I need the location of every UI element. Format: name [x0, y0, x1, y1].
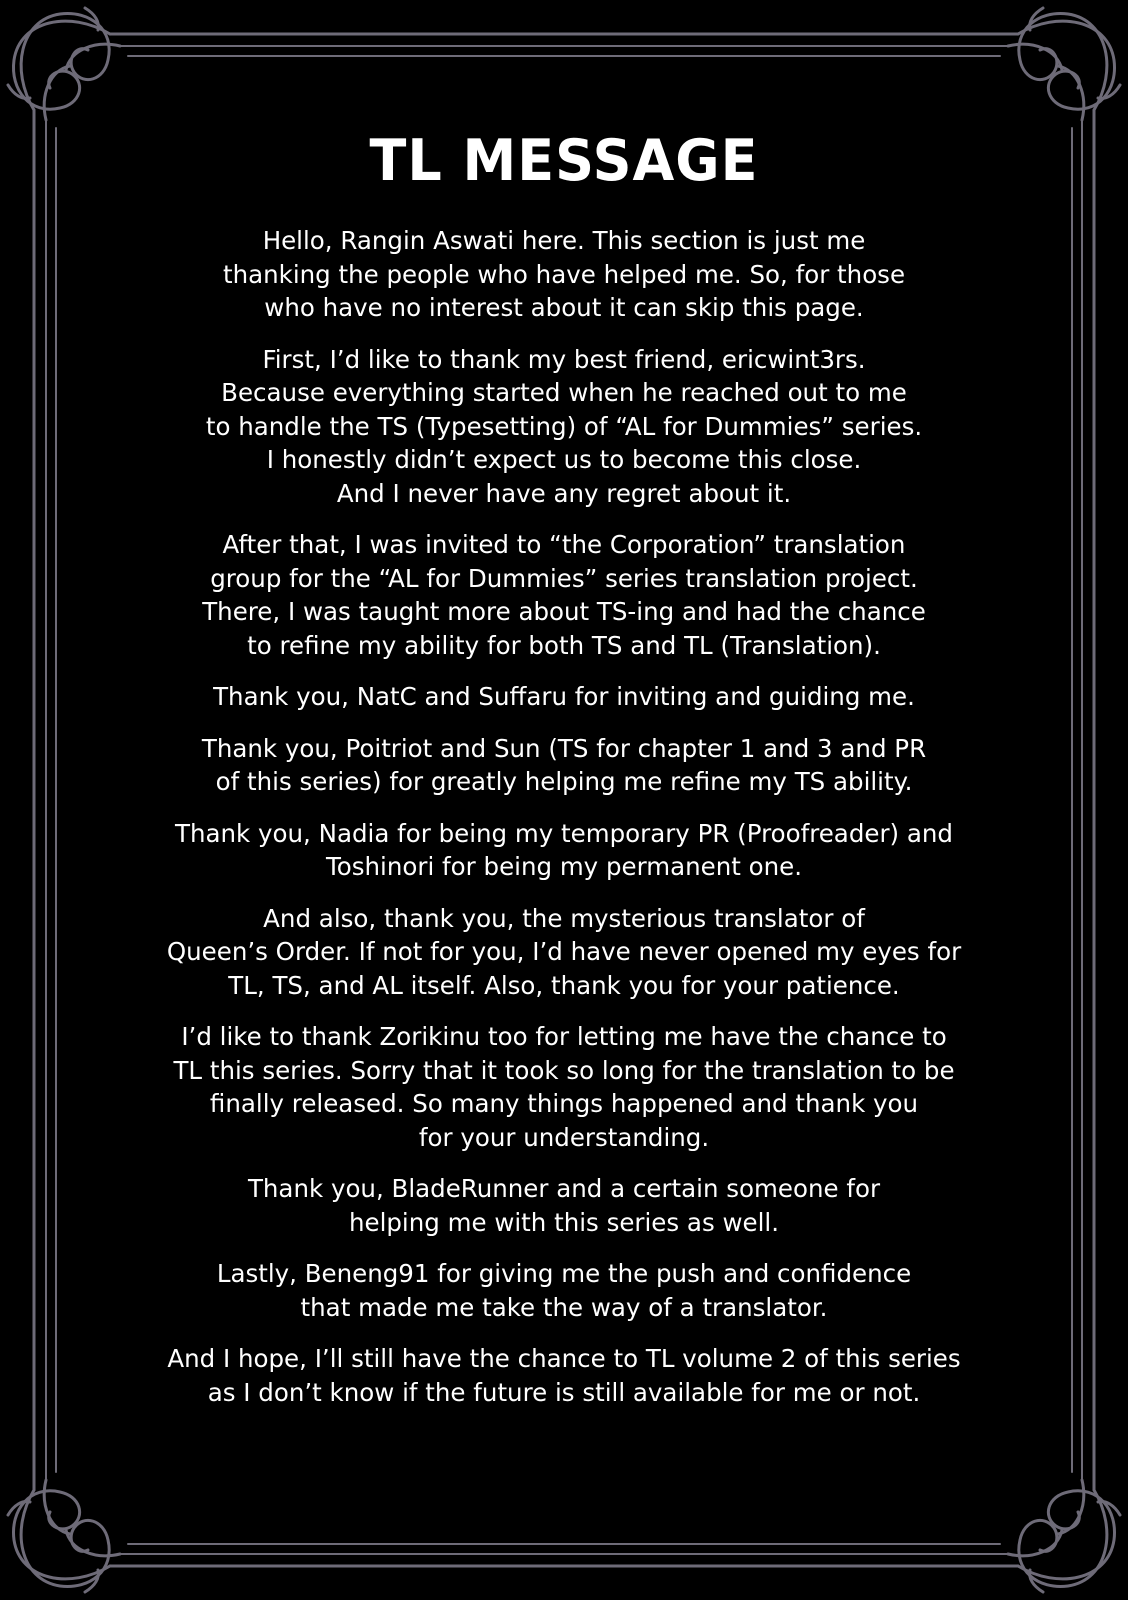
- message-paragraph: And I hope, I’ll still have the chance to TL volume 2 of this series as I don’t know if the future is still available for me or not.: [167, 1344, 961, 1407]
- message-paragraph: I’d like to thank Zorikinu too for letting me have the chance to TL this series. Sorry that it took so long for the translation to be finally released. So many things happened and thank you for your understanding.: [173, 1022, 955, 1152]
- corner-ornament-top-right: [1008, 8, 1120, 120]
- corner-ornament-bottom-right: [1008, 1480, 1120, 1592]
- message-body: [130, 224, 998, 1427]
- message-paragraph: Thank you, Nadia for being my temporary PR (Proofreader) and Toshinori for being my permanent one.: [175, 818, 953, 881]
- message-paragraph: And also, thank you, the mysterious translator of Queen’s Order. If not for you, I’d have never opened my eyes for TL, TS, and AL itself. Also, thank you for your patience.: [166, 903, 962, 1000]
- message-paragraph: Thank you, Poitriot and Sun (TS for chapter 1 and 3 and PR of this series) for greatly helping me refine my TS ability.: [201, 733, 927, 796]
- corner-ornament-top-left: [8, 8, 120, 120]
- corner-ornament-bottom-left: [8, 1480, 120, 1592]
- message-paragraph: After that, I was invited to “the Corporation” translation group for the “AL for Dummies” series translation project. There, I was taught more about TS-ing and had the chance to refine my ability for both TS and TL (Translation).: [202, 530, 926, 660]
- page-title: TL MESSAGE: [369, 127, 759, 194]
- message-paragraph: Lastly, Beneng91 for giving me the push and confidence that made me take the way of a translator.: [216, 1259, 912, 1322]
- message-paragraph: Hello, Rangin Aswati here. This section is just me thanking the people who have helped me. So, for those who have no interest about it can skip this page.: [222, 226, 906, 322]
- message-paragraph: Thank you, BladeRunner and a certain someone for helping me with this series as well.: [247, 1174, 881, 1237]
- message-paragraph: Thank you, NatC and Suffaru for inviting and guiding me.: [213, 682, 915, 711]
- message-paragraph: First, I’d like to thank my best friend, ericwint3rs. Because everything started when he reached out to me to handle the TS (Typesetting) of “AL for Dummies” series. I honestly didn’t expect us to become this close. And I never have any regret about it.: [205, 344, 923, 508]
